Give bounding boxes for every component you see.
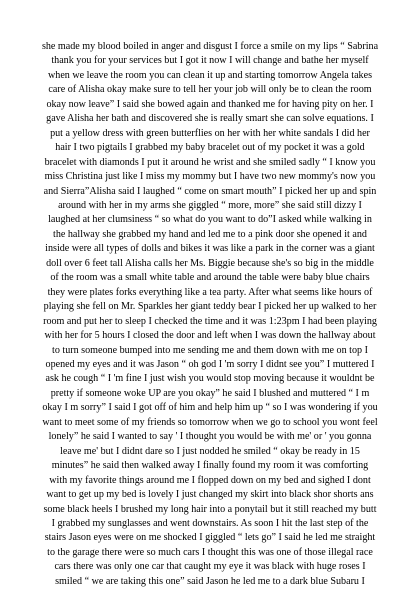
text-line: lonely” he said I wanted to say ' I thought you would be with me' or ' you gonna xyxy=(48,431,372,443)
text-line: miss Christina just like I miss my mommy but I have two new mommy's now you xyxy=(44,171,376,183)
text-line: they were plates forks everything like a tea party. After what seems like hours of xyxy=(47,286,373,298)
text-line: want to get up my bed is lovely I just changed my skirt into black shor shorts ans xyxy=(46,489,374,501)
text-line: when we leave the room you can clean it up and starting tomorrow Angela takes xyxy=(47,69,373,81)
text-line: hair I two pigtails I grabbed my baby bracelet out of my pocket it was a gold xyxy=(55,142,365,154)
text-line: to the garage there were so much cars I thought this was one of those illegal race xyxy=(47,546,373,558)
text-line: thank you for your services but I got it now I will change and bathe her myself xyxy=(51,55,369,67)
text-line: with her for 5 hours I closed the door and left when I was down the hallway about xyxy=(44,330,376,342)
text-line: room and put her to sleep I checked the time and it was 1:23pm I had been playing xyxy=(43,315,377,327)
text-line: she made my blood boiled in anger and disgust I force a smile on my lips “ Sabrina xyxy=(41,41,379,52)
text-line: to turn someone bumped into me sending me and them down with me on top I xyxy=(52,344,368,356)
text-line: inside were all types of dolls and bikes it was like a park in the corner was a giant xyxy=(45,243,375,255)
text-line: of the room was a small white table and around the table were baby blue chairs xyxy=(50,272,370,284)
text-line: okay now leave” I said she bowed again and thanked me for having pity on her. I xyxy=(46,98,374,110)
text-line: stairs Jason eyes were on me shocked I giggled “ lets go” I said he led me straight xyxy=(44,532,376,544)
text-line: gave Alisha her bath and discovered she is really smart she can solve equations. I xyxy=(46,113,374,125)
text-line: put a yellow dress with green butterflies on her with her white sandals I did her xyxy=(50,127,370,139)
text-line: opened my eyes and it was Jason “ oh god I 'm sorry I didnt see you” I muttered I xyxy=(45,358,375,370)
text-line: with my favorite things around me I flopped down on my bed and sighed I dont xyxy=(49,474,371,486)
text-line: around with her in my arms she giggled “ more, more” she said still dizzy I xyxy=(58,199,362,211)
text-line: care of Alisha okay make sure to tell her your job will only be to clean the room xyxy=(48,84,372,96)
text-line: playing she fell on Mr. Sparkles her giant teddy bear I picked her up walked to her xyxy=(43,301,377,313)
text-line: okay I m sorry” I said I got off of him and help him up “ so I was wondering if you xyxy=(42,402,378,414)
text-line: some black heels I brushed my long hair into a ponytail but it still reached my butt xyxy=(43,503,377,515)
text-line: doll over 6 feet tall Alisha calls her Ms. Biggie because she's so big in the middle xyxy=(46,257,374,269)
text-line: leave me' but I didnt dare so I just nodded he smiled “ okay be ready in 15 xyxy=(60,445,360,457)
text-line: I grabbed my sunglasses and went downstairs. As soon I hit the last step of the xyxy=(51,517,369,529)
text-line: bracelet with diamonds I put it around he wrist and she smiled sadly “ I know you xyxy=(44,156,376,168)
text-line: pretty if someone woke UP are you okay” he said I blushed and muttered “ I m xyxy=(50,387,370,399)
text-line: want to meet some of my friends so tomorrow when we go to school you wont feel xyxy=(42,416,378,428)
text-line: laughed at her clumsiness “ so what do you want to do”I asked while walking in xyxy=(48,214,372,226)
text-line: and Sierra”Alisha said I laughed “ come on smart mouth” I picked her up and spin xyxy=(43,185,377,197)
text-line: smiled “ we are taking this one” said Jason he led me to a dark blue Subaru I xyxy=(55,575,365,587)
text-line: the hallway she grabbed my hand and led me to a pink door she opened it and xyxy=(53,228,367,240)
text-line: ask he cough “ I 'm fine I just wish you would stop moving because it wouldnt be xyxy=(45,373,375,385)
text-line: minutes” he said then walked away I finally found my room it was comforting xyxy=(51,460,369,472)
story-text-block xyxy=(20,40,400,589)
text-line: cars there was only one car that caught my eye it was black with huge roses I xyxy=(54,561,366,573)
